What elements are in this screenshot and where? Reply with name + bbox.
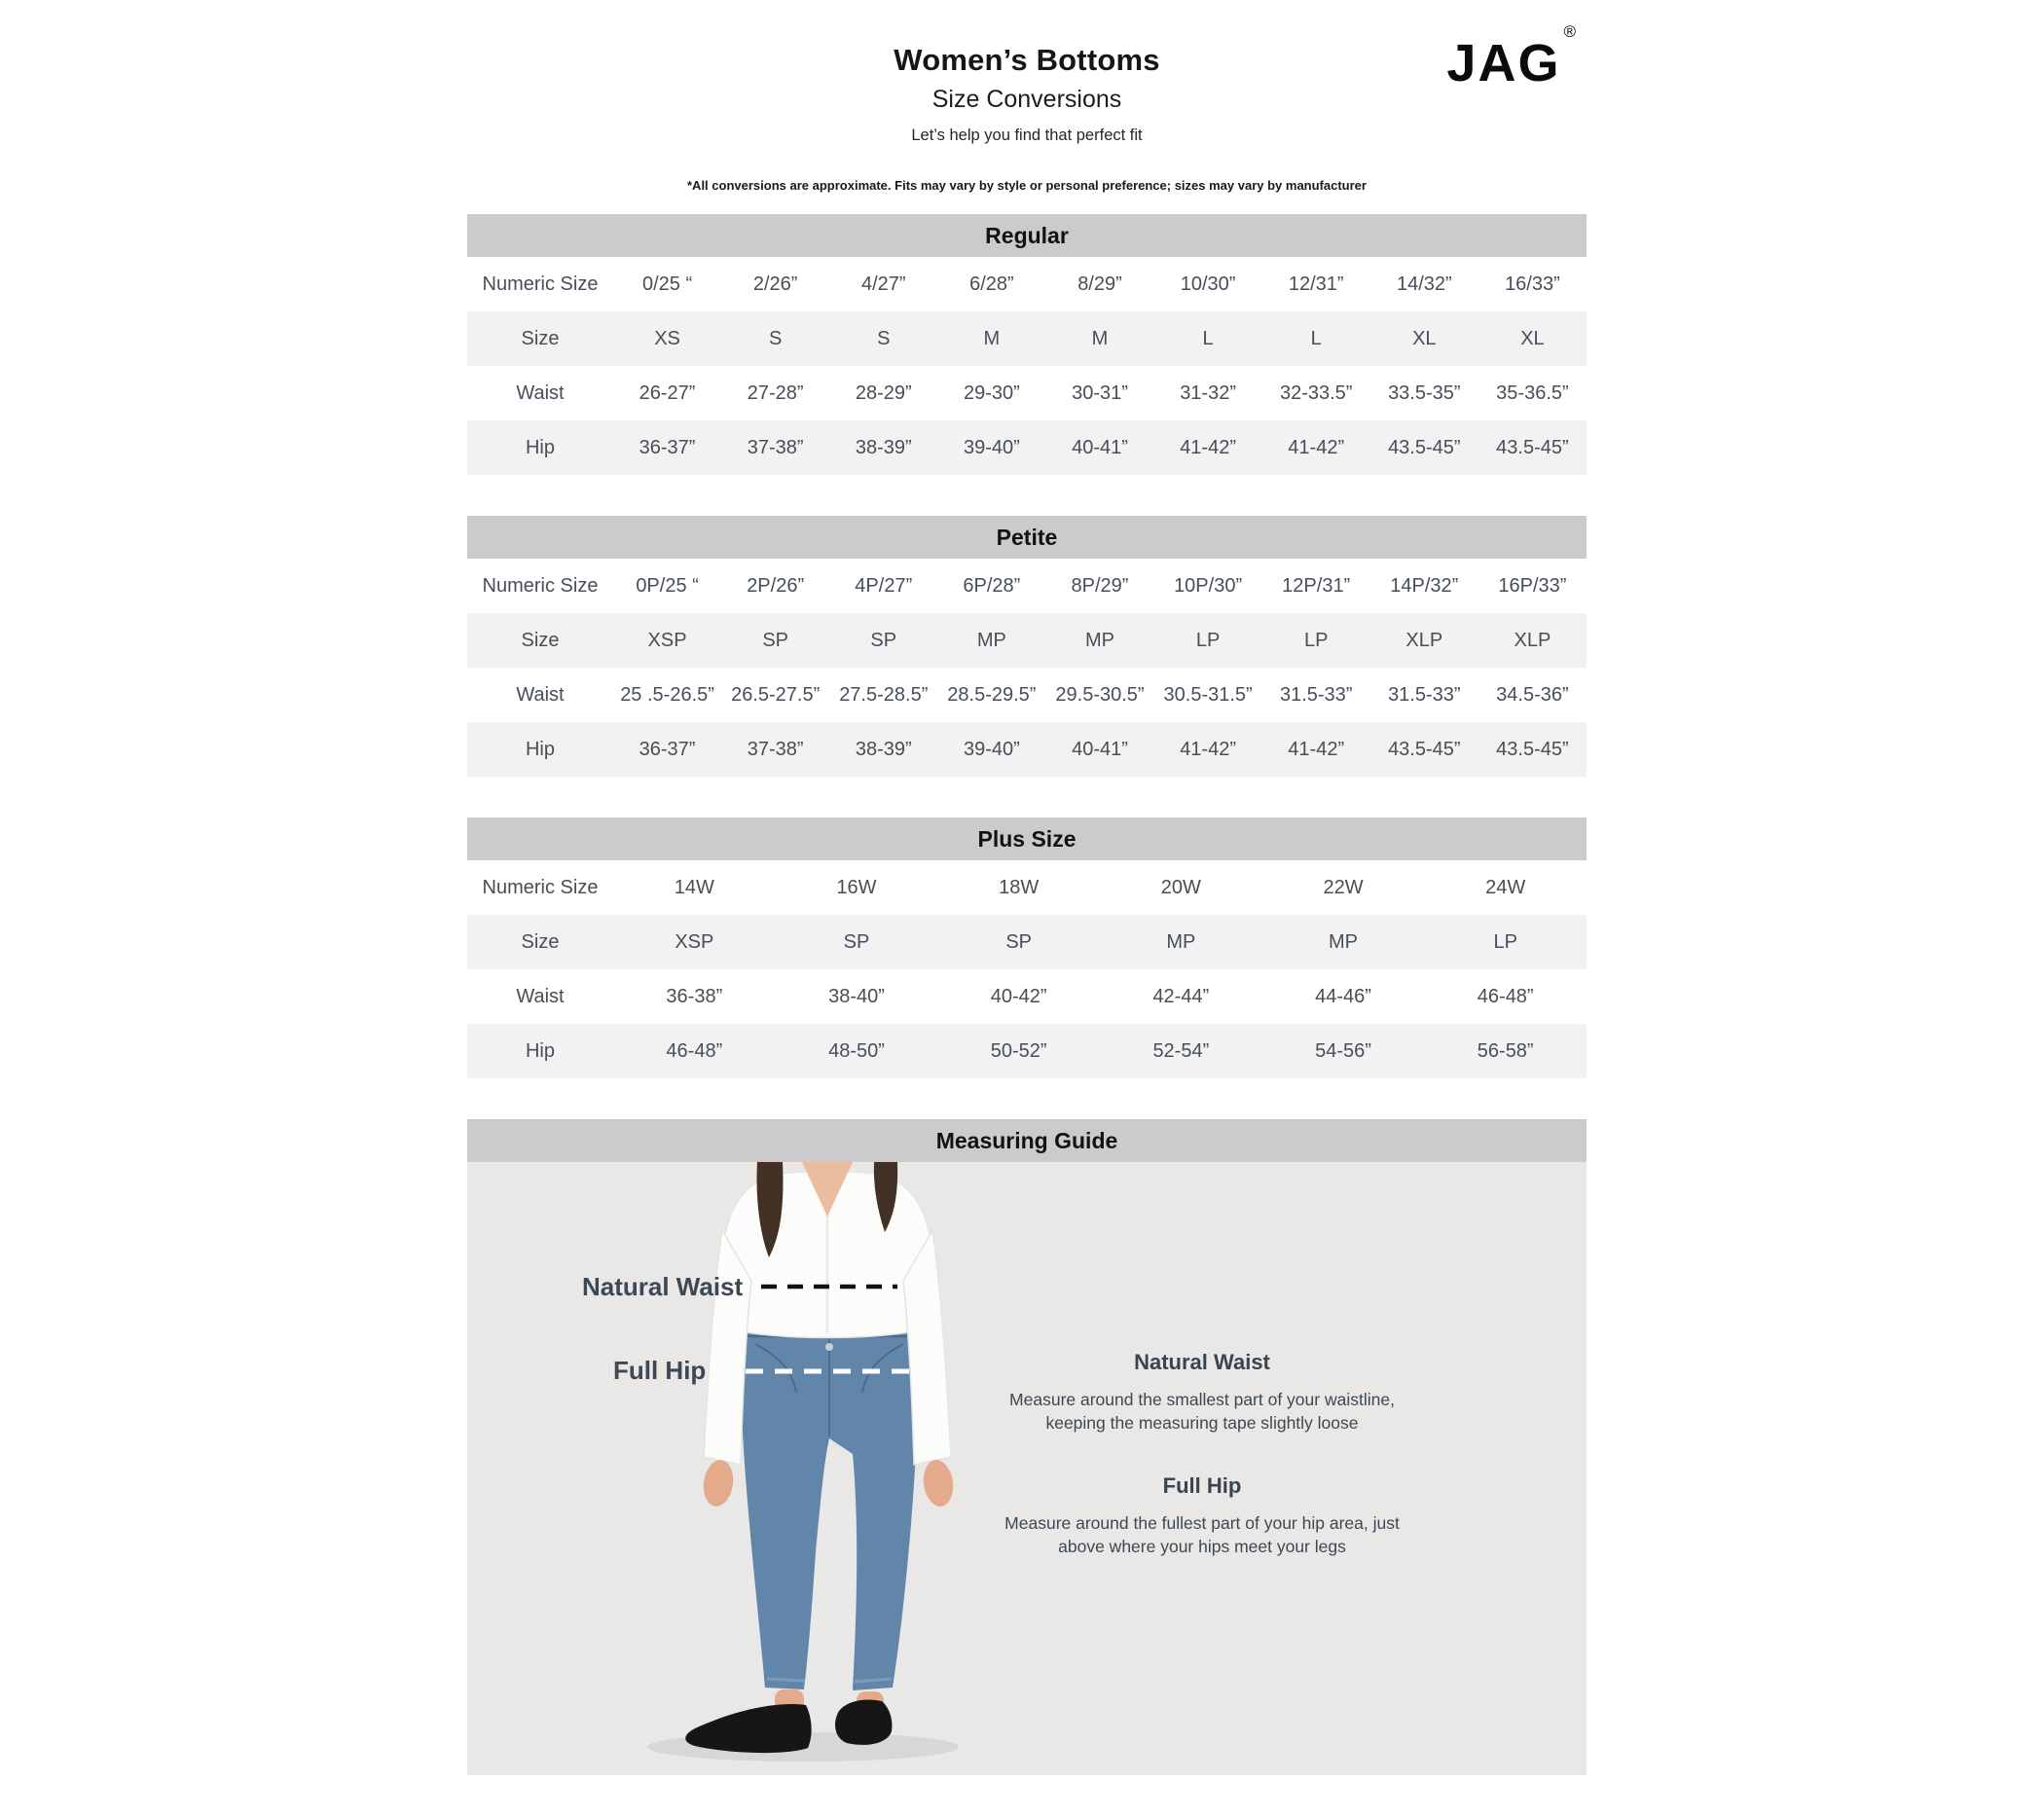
row-label: Size	[521, 930, 560, 953]
table-row-hip	[467, 420, 1587, 475]
table-cell: 40-41”	[1072, 436, 1128, 458]
table-cell: 36-37”	[639, 738, 696, 760]
table-cell: LP	[1195, 629, 1221, 651]
table-cell: 41-42”	[1180, 436, 1236, 458]
table-cell: 0/25 “	[641, 273, 693, 295]
table-cell: 43.5-45”	[1388, 738, 1461, 760]
table-cell: XLP	[1405, 629, 1443, 651]
table-cell: 18W	[999, 876, 1040, 898]
table-cell: 48-50”	[828, 1039, 885, 1062]
table-cell: 38-40”	[828, 985, 885, 1007]
table-title-plus: Plus Size	[467, 818, 1587, 860]
table-cell: 4P/27”	[855, 574, 913, 597]
table-cell: 40-41”	[1072, 738, 1128, 760]
table-cell: 37-38”	[747, 436, 804, 458]
table-cell: SP	[870, 629, 897, 651]
table-cell: MP	[1166, 930, 1196, 953]
guide-heading-natural-waist: Natural Waist	[1134, 1350, 1270, 1374]
brand-logo	[1446, 22, 1576, 92]
table-cell: 27-28”	[747, 382, 804, 404]
measuring-guide-photo	[467, 1162, 1587, 1775]
table-cell: 12/31”	[1288, 273, 1344, 295]
table-cell: 39-40”	[963, 738, 1020, 760]
table-cell: 16P/33”	[1498, 574, 1567, 597]
table-cell: 16/33”	[1505, 273, 1560, 295]
model-figure-image	[623, 1162, 1032, 1775]
table-cell: XS	[654, 327, 680, 349]
table-row-size	[467, 915, 1587, 969]
table-cell: MP	[976, 629, 1006, 651]
table-title-petite: Petite	[467, 516, 1587, 559]
table-cell: 43.5-45”	[1496, 436, 1569, 458]
row-label: Numeric Size	[482, 574, 599, 597]
page-title: Women’s Bottoms	[894, 43, 1160, 77]
table-cell: 35-36.5”	[1496, 382, 1569, 404]
table-row-numeric-size	[467, 860, 1587, 915]
table-cell: 8/29”	[1077, 273, 1122, 295]
table-cell: 36-38”	[666, 985, 723, 1007]
table-cell: 42-44”	[1152, 985, 1210, 1007]
table-row-numeric-size	[467, 559, 1587, 613]
table-cell: 30-31”	[1072, 382, 1128, 404]
row-label: Hip	[525, 1039, 555, 1062]
table-cell: 0P/25 “	[636, 574, 699, 597]
measuring-instructions	[993, 1350, 1411, 1559]
table-title-regular: Regular	[467, 214, 1587, 257]
table-cell: 38-39”	[855, 436, 912, 458]
brand-logo-text: JAG	[1446, 34, 1561, 92]
table-cell: XL	[1520, 327, 1545, 349]
table-cell: 38-39”	[855, 738, 912, 760]
measuring-guide	[467, 1119, 1587, 1775]
table-cell: 31.5-33”	[1279, 683, 1353, 706]
table-cell: 29.5-30.5”	[1055, 683, 1145, 706]
table-cell: 46-48”	[1477, 985, 1534, 1007]
table-cell: XL	[1412, 327, 1437, 349]
table-cell: 8P/29”	[1071, 574, 1129, 597]
size-table-regular	[467, 214, 1587, 475]
tagline: Let’s help you find that perfect fit	[911, 127, 1143, 144]
table-cell: MP	[1084, 629, 1114, 651]
table-cell: 2/26”	[752, 273, 798, 295]
table-cell: L	[1310, 327, 1322, 349]
table-cell: 10P/30”	[1174, 574, 1243, 597]
row-label: Waist	[516, 382, 565, 404]
table-cell: 10/30”	[1180, 273, 1236, 295]
table-row-hip	[467, 722, 1587, 777]
size-table-petite	[467, 516, 1587, 777]
table-cell: 22W	[1323, 876, 1364, 898]
table-cell: 31.5-33”	[1388, 683, 1461, 706]
table-cell: S	[877, 327, 891, 349]
shoe-left	[685, 1704, 811, 1753]
table-cell: XSP	[647, 629, 687, 651]
guide-heading-full-hip: Full Hip	[1162, 1473, 1242, 1499]
table-cell: 54-56”	[1315, 1039, 1371, 1062]
table-cell: 20W	[1160, 876, 1201, 898]
table-row-size	[467, 311, 1587, 366]
table-cell: 43.5-45”	[1496, 738, 1569, 760]
table-cell: 41-42”	[1288, 436, 1345, 458]
table-cell: 24W	[1485, 876, 1526, 898]
row-label: Size	[521, 327, 560, 349]
table-cell: 26-27”	[639, 382, 696, 404]
table-cell: 32-33.5”	[1279, 382, 1353, 404]
figure-label-full-hip: Full Hip	[613, 1356, 707, 1385]
table-cell: 50-52”	[990, 1039, 1047, 1062]
table-cell: LP	[1303, 629, 1329, 651]
table-cell: 27.5-28.5”	[839, 683, 929, 706]
table-cell: 16W	[836, 876, 877, 898]
table-cell: 33.5-35”	[1388, 382, 1461, 404]
table-cell: 52-54”	[1152, 1039, 1210, 1062]
table-cell: 34.5-36”	[1496, 683, 1569, 706]
table-cell: MP	[1329, 930, 1359, 953]
table-cell: LP	[1493, 930, 1517, 953]
row-label: Size	[521, 629, 560, 651]
table-cell: 14W	[674, 876, 714, 898]
table-cell: 36-37”	[639, 436, 696, 458]
table-cell: XLP	[1514, 629, 1551, 651]
row-label: Waist	[516, 683, 565, 706]
table-cell: 39-40”	[963, 436, 1020, 458]
table-cell: 44-46”	[1315, 985, 1371, 1007]
table-row-waist	[467, 668, 1587, 722]
table-cell: S	[768, 327, 783, 349]
guide-text-full-hip: Measure around the fullest part of your hip area, just above where your hips meet your legs	[1004, 1513, 1400, 1557]
table-cell: 43.5-45”	[1388, 436, 1461, 458]
table-row-waist	[467, 969, 1587, 1024]
jeans-button	[825, 1343, 833, 1351]
table-cell: 56-58”	[1477, 1039, 1534, 1062]
registered-trademark-icon: ®	[1563, 22, 1576, 41]
row-label: Numeric Size	[482, 273, 599, 295]
table-row-numeric-size	[467, 257, 1587, 311]
table-cell: 41-42”	[1180, 738, 1236, 760]
row-label: Waist	[516, 985, 565, 1007]
table-cell: 6P/28”	[963, 574, 1021, 597]
table-cell: 25 .5-26.5”	[620, 683, 714, 706]
content-column	[467, 0, 1587, 1775]
disclaimer-text: *All conversions are approximate. Fits may vary by style or personal preference; sizes may vary by manufacturer	[687, 178, 1367, 193]
table-cell: 46-48”	[666, 1039, 723, 1062]
table-cell: 41-42”	[1288, 738, 1345, 760]
table-cell: L	[1202, 327, 1214, 349]
table-cell: 31-32”	[1180, 382, 1236, 404]
table-row-waist	[467, 366, 1587, 420]
size-table-plus	[467, 818, 1587, 1078]
table-cell: 14P/32”	[1390, 574, 1459, 597]
table-cell: 29-30”	[963, 382, 1020, 404]
table-cell: 30.5-31.5”	[1163, 683, 1253, 706]
table-cell: 12P/31”	[1282, 574, 1351, 597]
table-cell: 28.5-29.5”	[947, 683, 1037, 706]
jeans-hem-left	[767, 1679, 805, 1681]
row-label: Numeric Size	[482, 876, 599, 898]
hand-right	[921, 1458, 956, 1508]
table-cell: 26.5-27.5”	[731, 683, 821, 706]
table-cell: M	[983, 327, 1001, 349]
row-label: Hip	[525, 738, 555, 760]
page-header	[467, 0, 1587, 193]
table-cell: 4/27”	[860, 273, 906, 295]
page-subtitle: Size Conversions	[931, 86, 1122, 113]
table-cell: SP	[843, 930, 870, 953]
measuring-guide-title: Measuring Guide	[467, 1119, 1587, 1162]
table-cell: SP	[762, 629, 788, 651]
table-cell: XSP	[675, 930, 714, 953]
figure-label-natural-waist: Natural Waist	[582, 1272, 744, 1301]
shoe-right	[835, 1699, 892, 1744]
table-cell: 14/32”	[1396, 273, 1452, 295]
row-label: Hip	[525, 436, 555, 458]
table-cell: M	[1091, 327, 1109, 349]
table-cell: 2P/26”	[747, 574, 805, 597]
table-row-hip	[467, 1024, 1587, 1078]
table-cell: 37-38”	[747, 738, 804, 760]
table-row-size	[467, 613, 1587, 668]
hand-left	[701, 1458, 736, 1508]
table-cell: SP	[1005, 930, 1033, 953]
table-cell: 28-29”	[855, 382, 912, 404]
guide-text-natural-waist: Measure around the smallest part of your waistline, keeping the measuring tape slightly loose	[1009, 1390, 1395, 1434]
table-cell: 40-42”	[990, 985, 1047, 1007]
table-cell: 6/28”	[969, 273, 1014, 295]
